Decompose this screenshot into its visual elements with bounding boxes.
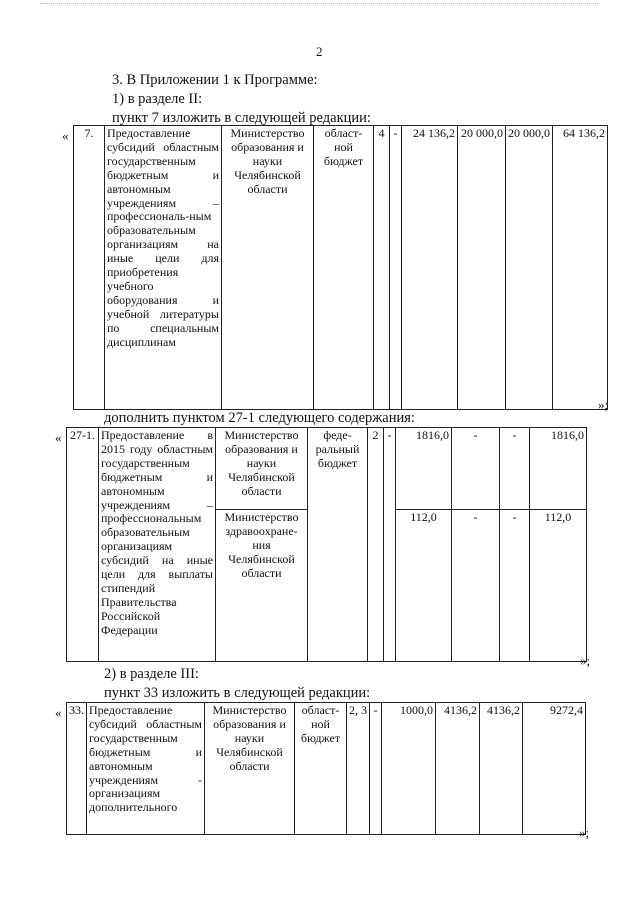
cell-total: 9272,4 <box>523 703 586 835</box>
quote-close: »; <box>598 397 609 412</box>
cell-number: 27-1. <box>67 428 99 662</box>
cell-2017: 20 000,0 <box>506 126 553 410</box>
cell-2014: - <box>370 703 382 835</box>
table-row <box>67 703 586 835</box>
item-7-instruction: пункт 7 изложить в следующей редакции: <box>112 110 371 126</box>
amendment-heading: 3. В Приложении 1 к Программе: <box>112 72 318 88</box>
add-item-instruction: дополнить пунктом 27-1 следующего содержания: <box>104 410 415 426</box>
cell-2015: 24 136,2 <box>402 126 458 410</box>
cell-task: 2 <box>368 428 384 662</box>
table-row <box>67 428 587 510</box>
section-3-label: 2) в разделе III: <box>104 666 199 682</box>
cell-total: 64 136,2 <box>553 126 608 410</box>
cell-2016: 20 000,0 <box>458 126 506 410</box>
table-row <box>74 126 608 410</box>
cell-2014: - <box>390 126 402 410</box>
table-item-7 <box>73 125 608 410</box>
cell-number: 33. <box>67 703 87 835</box>
item-33-instruction: пункт 33 изложить в следующей редакции: <box>104 685 371 701</box>
cell-name: Предоставление субсидий областным государственным бюджетным и автономным учреждениям - организациям дополнительного <box>87 703 205 835</box>
quote-open: « <box>55 430 62 445</box>
cell-task: 4 <box>374 126 390 410</box>
cell-2016: 4136,2 <box>436 703 480 835</box>
quote-close: »; <box>579 825 590 840</box>
table-item-33 <box>66 702 586 835</box>
cell-ministry: Министерство образования и науки Челябинской области <box>216 428 308 510</box>
cell-ministry: Министерство образования и науки Челябинской области <box>205 703 295 835</box>
cell-name: Предоставление субсидий областным государственным бюджетным и автономным учреждениям – профессиональ-ным образовательным организациям на иные цели для приобретения учебного оборудования и учебной литературы по специальным дисциплинам <box>105 126 222 410</box>
cell-2015: 1816,0 <box>396 428 452 510</box>
page-number: 2 <box>316 44 323 59</box>
cell-name: Предоставление в 2015 году областным государственным бюджетным и автономным учреждениям – профессиональным образовательным организациям субсидий на иные цели для выплаты стипендий Правительства Российской Федерации <box>99 428 216 662</box>
cell-2015: 1000,0 <box>382 703 436 835</box>
cell-2016: - <box>452 510 500 662</box>
cell-total: 112,0 <box>530 510 587 662</box>
cell-number: 7. <box>74 126 105 410</box>
cell-total: 1816,0 <box>530 428 587 510</box>
cell-2015: 112,0 <box>396 510 452 662</box>
cell-2017: - <box>500 428 530 510</box>
cell-2016: - <box>452 428 500 510</box>
quote-close: »; <box>580 653 591 668</box>
table-item-27-1 <box>66 427 587 662</box>
section-2-label: 1) в разделе II: <box>112 91 203 107</box>
cell-task: 2, 3 <box>347 703 370 835</box>
cell-2017: 4136,2 <box>480 703 523 835</box>
cell-2017: - <box>500 510 530 662</box>
scan-artifact <box>40 3 600 7</box>
cell-2014: - <box>384 428 396 662</box>
cell-ministry: Министерство образования и науки Челябинской области <box>222 126 314 410</box>
cell-ministry: Министерство здравоохране-ния Челябинской области <box>216 510 308 662</box>
cell-source: феде-ральный бюджет <box>308 428 368 662</box>
quote-open: « <box>62 128 69 143</box>
cell-source: област-ной бюджет <box>295 703 347 835</box>
quote-open: « <box>55 705 62 720</box>
cell-source: област-ной бюджет <box>314 126 374 410</box>
